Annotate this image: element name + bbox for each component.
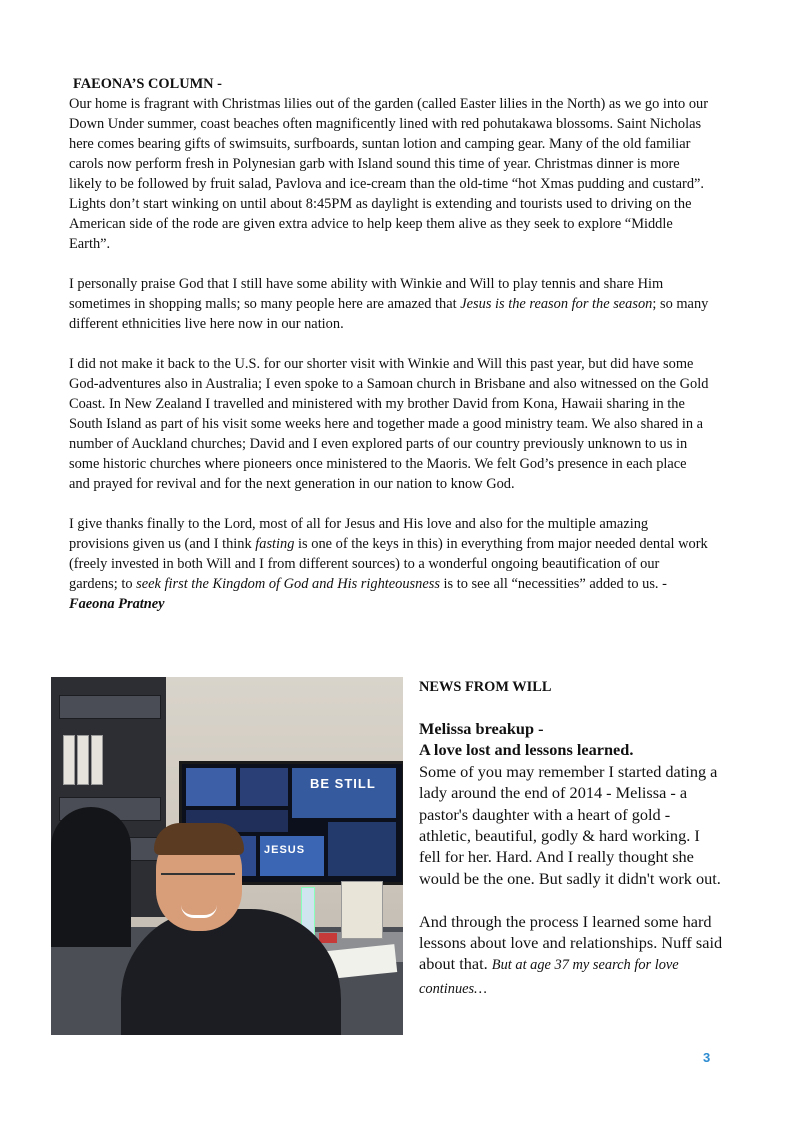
photo-red-button <box>319 933 337 943</box>
photo-person-hair <box>154 823 244 855</box>
column-paragraph-2 <box>69 274 709 334</box>
paragraph-2-text-a: I personally praise God that I still have some ability with Winkie and Will to play tennis and share Him sometimes in shopping malls; so many people here are amazed that <box>69 276 664 312</box>
photo-operator <box>51 807 131 947</box>
monitor-tile <box>186 768 236 806</box>
news-paragraph-2 <box>419 911 724 1001</box>
paragraph-4-text-a: I give thanks finally to the Lord, most of all for Jesus and His love and also for the multiple amazing provisions given us (and I think <box>69 516 649 552</box>
news-paragraph-1: Some of you may remember I started dating a lady around the end of 2014 - Melissa - a pastor's daughter with a heart of gold - athletic, beautiful, godly & hard working. I fell for her. Hard. And I really thought she would be the one. But sadly it didn't work out. <box>419 761 721 888</box>
monitor-caption-jesus: JESUS <box>264 844 306 856</box>
column-paragraph-1: Our home is fragrant with Christmas lilies out of the garden (called Easter lilies in the North) as we go into our Down Under summer, coast beaches often magnificently lined with red pohutakawa blossoms. Saint Nicholas here comes bearing gifts of swimsuits, surfboards, suntan lotion and camping gear. Many of the old familiar carols now perform fresh in Polynesian garb with Island sound this time of year. Christmas dinner is more likely to be followed by fruit salad, Pavlova and ice-cream than the old-time “hot Xmas pudding and custard”. Lights don’t start winking on until about 8:45PM as daylight is extending and tourists used to driving on the American side of the rode are given extra advice to help keep them alive as they seek to explore “Middle Earth”. <box>69 96 709 252</box>
faeona-column <box>69 74 709 634</box>
news-heading: NEWS FROM WILL <box>419 679 552 695</box>
monitor-tile <box>240 768 288 806</box>
paragraph-2-emphasis: Jesus is the reason for the season <box>460 296 653 312</box>
monitor-tile <box>328 822 396 876</box>
news-subheading-2: A love lost and lessons learned. <box>419 740 634 760</box>
paragraph-4-emphasis-fasting: fasting <box>255 536 295 552</box>
binder <box>63 735 75 785</box>
photo-glasses <box>161 873 235 889</box>
column-paragraph-3: I did not make it back to the U.S. for our shorter visit with Winkie and Will this past year, but did have some God-adventures also in Australia; I even spoke to a Samoan church in Brisbane and also witnessed on the Gold Coast. In New Zealand I travelled and ministered with my brother David from Kona, Hawaii sharing in the South Island as part of his visit some weeks here and together made a good ministry team. We also shared in a number of Auckland churches; David and I even explored parts of our country previously unknown to us in some historic churches where pioneers once ministered to the Maoris. We felt God’s presence in each place and prayed for revival and for the next generation in our nation to know God. <box>69 356 709 492</box>
column-paragraph-4 <box>69 514 709 614</box>
paragraph-4-emphasis-kingdom: seek first the Kingdom of God and His righteousness <box>136 576 440 592</box>
monitor-caption-be-still: BE STILL <box>310 776 376 791</box>
photo-speaker <box>341 881 383 939</box>
page-number: 3 <box>703 1050 711 1065</box>
news-from-will <box>419 677 724 1000</box>
binder <box>77 735 89 785</box>
monitor-tile <box>260 836 324 876</box>
news-paragraph-gap <box>419 889 724 910</box>
news-paragraph-2-emphasis: But at age 37 my search for love continues… <box>419 957 679 997</box>
paragraph-2-text-b: ; so many different ethnicities live here now in our nation. <box>69 296 709 332</box>
signature: Faeona Pratney <box>69 596 165 612</box>
paragraph-4-text-b: is one of the keys in this) in everything from major needed dental work (freely invested in both Will and I from different sources) to a wonderful ongoing beautification of our gardens; to <box>69 536 708 592</box>
binder <box>91 735 103 785</box>
news-paragraph-2-text: And through the process I learned some hard lessons about love and relationships. Nuff said about that. <box>419 911 723 974</box>
rack-shelf <box>59 695 161 719</box>
news-subheading-1: Melissa breakup - <box>419 719 544 738</box>
photo-will-in-control-room <box>51 677 403 1035</box>
column-title: FAEONA’S COLUMN - <box>73 76 222 92</box>
paragraph-4-text-c: is to see all “necessities” added to us. - <box>439 576 667 592</box>
